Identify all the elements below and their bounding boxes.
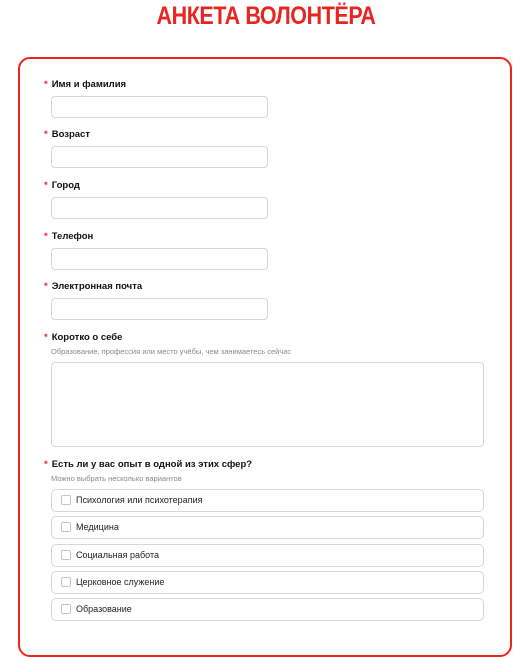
option-label: Медицина	[76, 522, 119, 532]
checkbox[interactable]	[61, 495, 71, 505]
city-input[interactable]	[51, 197, 268, 219]
checkbox[interactable]	[61, 604, 71, 614]
option-psychology[interactable]	[51, 489, 484, 512]
checkbox[interactable]	[61, 550, 71, 560]
option-label: Психология или психотерапия	[76, 495, 203, 505]
field-label-age: * Возраст	[44, 129, 90, 140]
name-input[interactable]	[51, 96, 268, 118]
option-label: Церковное служение	[76, 577, 165, 587]
page-title: АНКЕТА ВОЛОНТЁРА	[156, 2, 376, 30]
option-social-work[interactable]	[51, 544, 484, 567]
option-education[interactable]	[51, 598, 484, 621]
required-mark: *	[44, 180, 48, 191]
required-mark: *	[44, 79, 48, 90]
field-label-email: * Электронная почта	[44, 281, 143, 292]
required-mark: *	[44, 332, 48, 343]
experience-hint: Можно выбрать несколько вариантов	[51, 474, 182, 483]
about-textarea[interactable]	[51, 362, 484, 447]
option-medicine[interactable]	[51, 516, 484, 539]
required-mark: *	[44, 129, 48, 140]
checkbox[interactable]	[61, 522, 71, 532]
field-label-experience: * Есть ли у вас опыт в одной из этих сфер?	[44, 459, 253, 470]
about-hint: Образование, профессия или место учёбы, чем занимаетесь сейчас	[51, 347, 292, 356]
required-mark: *	[44, 231, 48, 242]
age-input[interactable]	[51, 146, 268, 168]
checkbox[interactable]	[61, 577, 71, 587]
field-label-name: * Имя и фамилия	[44, 79, 127, 90]
required-mark: *	[44, 281, 48, 292]
required-mark: *	[44, 459, 48, 470]
phone-input[interactable]	[51, 248, 268, 270]
field-label-phone: * Телефон	[44, 231, 94, 242]
option-label: Социальная работа	[76, 550, 159, 560]
field-label-city: * Город	[44, 180, 80, 191]
email-input[interactable]	[51, 298, 268, 320]
field-label-about: * Коротко о себе	[44, 332, 123, 343]
option-label: Образование	[76, 604, 132, 614]
option-church-service[interactable]	[51, 571, 484, 594]
